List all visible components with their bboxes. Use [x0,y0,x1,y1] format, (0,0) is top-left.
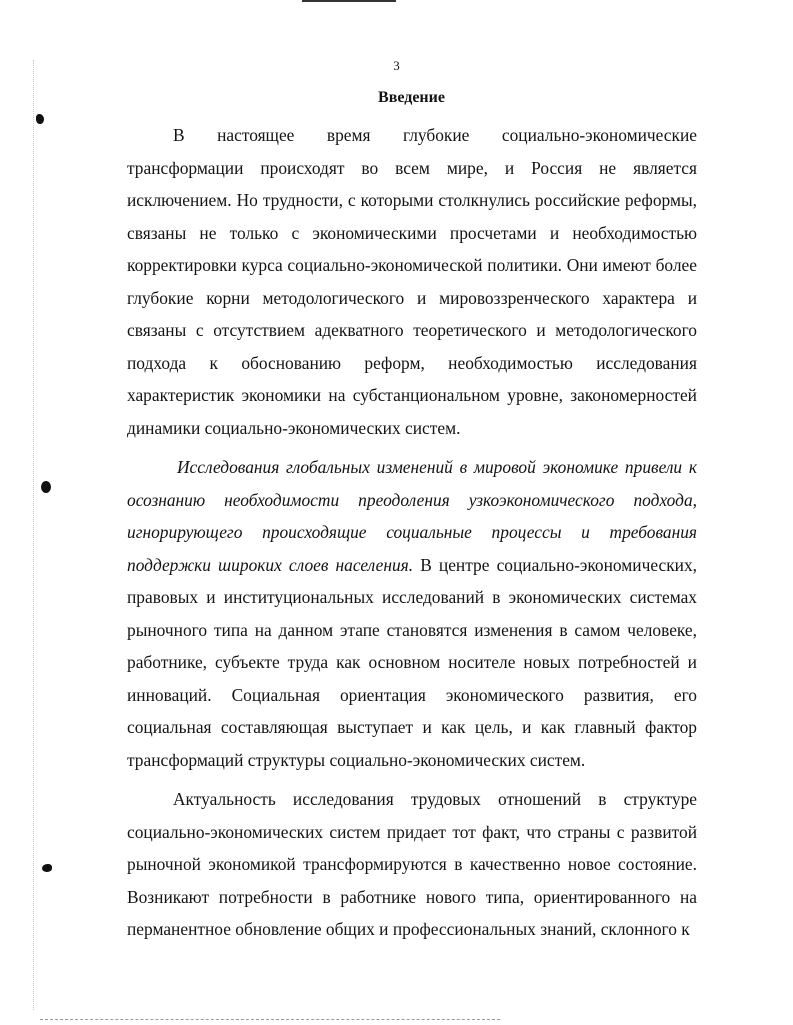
margin-rule [33,60,35,1010]
body-text [127,119,697,946]
binding-hole-mark [36,114,44,124]
paragraph: Актуальность исследования трудовых отношений в структуре социально-экономических систем придает тот факт, что страны с развитой рыночной экономикой трансформируются в качественно новое состояние. Возникают потребности в работнике нового типа, ориентированного на перманентное обновление общих и профессиональных знаний, склонного к [127,789,697,939]
page-number: 3 [393,58,400,73]
paragraph [127,451,697,776]
binding-hole-mark [42,864,52,872]
scan-edge-line [40,1019,500,1021]
paragraph: В настоящее время глубокие социально-экономические трансформации происходят во всем мире, и Россия не является исключением. Но трудности, с которыми столкнулись российские реформы, связаны не только с экономическими просчетами и необходимостью корректировки курса социально-экономической политики. Они имеют более глубокие корни методологического и мировоззренческого характера и связаны с отсутствием адекватного теоретического и методологического подхода к обоснованию реформ, необходимостью исследования характеристик экономики на субстанциональном уровне, закономерностей динамики социально-экономических систем. [127,125,697,438]
page-title: Введение [378,89,445,106]
scan-edge-line [302,0,396,2]
paragraph-italic-part: Исследования глобальных изменений в мировой экономике привели к осознанию необходимости преодоления узкоэкономического подхода, игнорирующего происходящие социальные процессы и требования поддержки широких слоев населения. [127,457,697,575]
binding-hole-mark [41,481,51,493]
paragraph-part: В центре социально-экономических, правовых и институциональных исследований в экономических системах рыночного типа на данном этапе становятся изменения в самом человеке, работнике, субъекте труда как основном носителе новых потребностей и инноваций. Социальная ориентация экономического развития, его социальная составляющая выступает и как цель, и как главный фактор трансформаций структуры социально-экономических систем. [127,554,697,770]
